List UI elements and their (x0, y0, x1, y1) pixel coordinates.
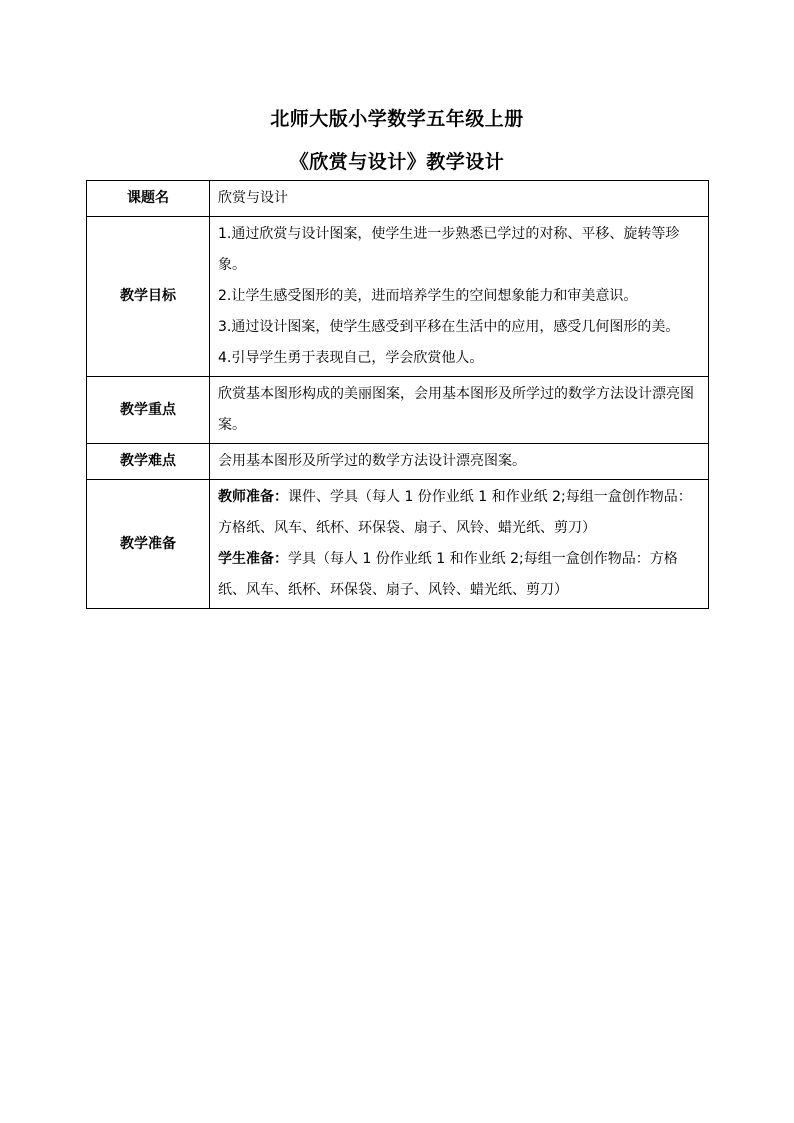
goal-item-2: 2.让学生感受图形的美，进而培养学生的空间想象能力和审美意识。 (218, 288, 638, 304)
difficulties-label: 教学难点 (87, 444, 210, 480)
preparation-value (210, 480, 709, 609)
student-preparation-text: 学具（每人 1 份作业纸 1 和作业纸 2;每组一盒创作物品：方格纸、风车、纸杯、环保袋、扇子、风铃、蜡光纸、剪刀） (218, 551, 678, 598)
key-points-label: 教学重点 (87, 377, 210, 444)
lesson-plan-table (86, 180, 709, 609)
student-preparation (218, 544, 700, 606)
topic-value: 欣赏与设计 (210, 181, 709, 217)
table-row-preparation (87, 480, 709, 609)
difficulties-value: 会用基本图形及所学过的数学方法设计漂亮图案。 (210, 444, 709, 480)
table-row-topic (87, 181, 709, 217)
goal-item-1: 1.通过欣赏与设计图案，使学生进一步熟悉已学过的对称、平移、旋转等珍象。 (218, 226, 680, 273)
goal-item-3: 3.通过设计图案，使学生感受到平移在生活中的应用，感受几何图形的美。 (218, 319, 680, 335)
table-row-goals (87, 217, 709, 377)
key-points-value: 欣赏基本图形构成的美丽图案，会用基本图形及所学过的数学方法设计漂亮图案。 (210, 377, 709, 444)
goals-label: 教学目标 (87, 217, 210, 377)
goals-value (210, 217, 709, 377)
teacher-preparation (218, 482, 700, 544)
teacher-preparation-label: 教师准备： (218, 489, 288, 505)
topic-label: 课题名 (87, 181, 210, 217)
goal-item-4: 4.引导学生勇于表现自己，学会欣赏他人。 (218, 350, 484, 366)
student-preparation-label: 学生准备： (218, 551, 288, 567)
document-subtitle: 《欣赏与设计》教学设计 (289, 151, 505, 173)
preparation-label: 教学准备 (87, 480, 210, 609)
table-row-key-points (87, 377, 709, 444)
teacher-preparation-text: 课件、学具（每人 1 份作业纸 1 和作业纸 2;每组一盒创作物品：方格纸、风车、纸杯、环保袋、扇子、风铃、蜡光纸、剪刀） (218, 489, 692, 536)
document-title: 北师大版小学数学五年级上册 (270, 108, 524, 130)
table-row-difficulties (87, 444, 709, 480)
